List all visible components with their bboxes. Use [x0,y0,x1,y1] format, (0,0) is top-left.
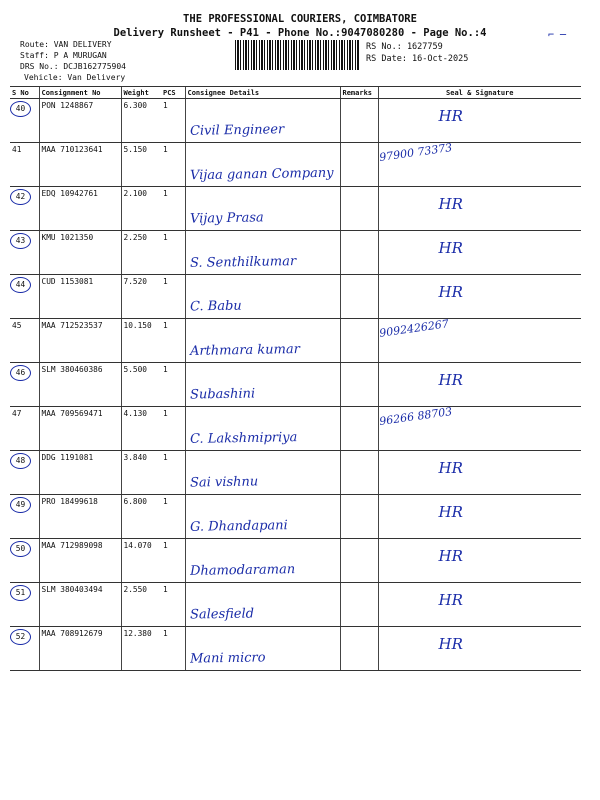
consignee-handwriting: Subashini [189,386,255,403]
consignment-number: DDG 1191081 [39,451,121,495]
sno-value: 47 [12,409,22,418]
corner-mark-icon: ⌐ ─ [548,30,567,41]
remarks-cell [340,627,378,671]
weight-value: 14.070 [121,539,161,583]
table-row [10,583,581,627]
sno-value: 42 [10,189,31,205]
col-remarks: Remarks [340,87,378,99]
consignee-handwriting: Vijaa ganan Company [189,165,334,184]
consignment-number: SLM 380460386 [39,363,121,407]
pcs-value: 1 [161,627,185,671]
weight-value: 6.800 [121,495,161,539]
weight-value: 2.550 [121,583,161,627]
signature-handwriting: HR [438,239,463,257]
consignee-cell [185,583,340,627]
consignee-cell [185,407,340,451]
table-header-row [10,87,581,99]
consignee-handwriting: Civil Engineer [189,122,284,139]
pcs-value: 1 [161,407,185,451]
pcs-value: 1 [161,275,185,319]
signature-cell [378,583,581,627]
pcs-value: 1 [161,187,185,231]
route-label: Route: VAN DELIVERY [20,40,112,49]
sno-value: 48 [10,453,31,469]
row-sno [10,187,39,231]
remarks-cell [340,187,378,231]
signature-handwriting: HR [438,591,463,609]
consignment-number: PON 1248867 [39,99,121,143]
weight-value: 3.840 [121,451,161,495]
table-row [10,539,581,583]
signature-cell [378,99,581,143]
consignee-handwriting: Sai vishnu [189,474,258,491]
table-row [10,451,581,495]
consignment-number: SLM 380403494 [39,583,121,627]
row-sno [10,539,39,583]
consignment-number: MAA 712523537 [39,319,121,363]
row-sno [10,143,39,187]
table-row [10,363,581,407]
consignee-handwriting: C. Babu [189,298,242,315]
table-row [10,143,581,187]
row-sno [10,319,39,363]
consignee-cell [185,231,340,275]
weight-value: 5.500 [121,363,161,407]
pcs-value: 1 [161,143,185,187]
weight-value: 2.250 [121,231,161,275]
consignee-handwriting: G. Dhandapani [189,518,288,535]
weight-value: 10.150 [121,319,161,363]
signature-cell [377,404,581,451]
sno-value: 49 [10,497,31,513]
consignee-handwriting: Mani micro [189,650,266,667]
consignment-number: MAA 710123641 [39,143,121,187]
row-sno [10,275,39,319]
consignee-cell [185,99,340,143]
consignment-number: EDQ 10942761 [39,187,121,231]
signature-cell [378,539,581,583]
col-consignment: Consignment No [39,87,121,99]
weight-value: 12.380 [121,627,161,671]
signature-cell [378,627,581,671]
remarks-cell [340,495,378,539]
col-pcs: PCS [161,87,185,99]
weight-value: 2.100 [121,187,161,231]
drs-number: DRS No.: DCJB162775904 [20,62,126,71]
pcs-value: 1 [161,363,185,407]
signature-cell [377,140,581,187]
remarks-cell [340,539,378,583]
pcs-value: 1 [161,539,185,583]
runsheet-subtitle: Delivery Runsheet - P41 - Phone No.:9047080280 - Page No.:4 [113,27,487,39]
consignee-handwriting: Vijay Prasa [189,210,264,227]
signature-cell [378,451,581,495]
remarks-cell [340,231,378,275]
row-sno [10,451,39,495]
weight-value: 4.130 [121,407,161,451]
sno-value: 45 [12,321,22,330]
consignee-handwriting: C. Lakshmipriya [189,430,297,447]
col-seal: Seal & Signature [378,87,581,99]
pcs-value: 1 [161,231,185,275]
company-title: THE PROFESSIONAL COURIERS, COIMBATORE [183,13,417,25]
signature-phone-note: 97900 73373 [377,140,453,165]
signature-phone-note: 9092426267 [377,317,450,340]
col-consignee: Consignee Details [185,87,340,99]
row-sno [10,99,39,143]
consignee-cell [185,143,340,187]
signature-handwriting: HR [438,283,463,301]
signature-cell [378,231,581,275]
sno-value: 46 [10,365,31,381]
remarks-cell [340,319,378,363]
staff-label: Staff: P A MURUGAN [20,51,107,60]
row-sno [10,407,39,451]
row-sno [10,363,39,407]
consignee-cell [185,627,340,671]
signature-cell [378,363,581,407]
consignee-handwriting: Salesfield [189,606,254,623]
consignment-number: KMU 1021350 [39,231,121,275]
vehicle-label: Vehicle: Van Delivery [24,73,126,82]
table-row [10,495,581,539]
signature-handwriting: HR [438,635,463,653]
sno-value: 50 [10,541,31,557]
weight-value: 5.150 [121,143,161,187]
signature-handwriting: HR [438,459,463,477]
signature-handwriting: HR [438,107,463,125]
pcs-value: 1 [161,451,185,495]
signature-phone-note: 96266 88703 [377,404,453,429]
consignee-cell [185,539,340,583]
sno-value: 51 [10,585,31,601]
signature-handwriting: HR [438,195,463,213]
consignment-number: MAA 709569471 [39,407,121,451]
consignee-handwriting: Dhamodaraman [189,562,295,579]
col-sno: S No [10,87,39,99]
consignee-handwriting: S. Senthilkumar [189,254,296,271]
table-row [10,275,581,319]
remarks-cell [340,407,378,451]
remarks-cell [340,583,378,627]
row-sno [10,495,39,539]
consignment-number: MAA 712989098 [39,539,121,583]
rs-number: RS No.: 1627759 [366,42,443,52]
pcs-value: 1 [161,583,185,627]
consignee-cell [185,319,340,363]
pcs-value: 1 [161,319,185,363]
signature-cell [378,275,581,319]
remarks-cell [340,363,378,407]
row-sno [10,627,39,671]
table-row [10,407,581,451]
table-row [10,187,581,231]
consignment-number: CUD 1153081 [39,275,121,319]
consignee-cell [185,495,340,539]
pcs-value: 1 [161,99,185,143]
consignee-handwriting: Arthmara kumar [189,342,300,359]
table-row [10,319,581,363]
signature-cell [378,319,581,363]
sno-value: 44 [10,277,31,293]
remarks-cell [340,451,378,495]
sno-value: 40 [10,101,31,117]
pcs-value: 1 [161,495,185,539]
signature-cell [378,495,581,539]
col-weight: Weight [121,87,161,99]
barcode [235,40,359,70]
table-row [10,99,581,143]
sno-value: 52 [10,629,31,645]
consignment-number: MAA 708912679 [39,627,121,671]
signature-handwriting: HR [438,371,463,389]
remarks-cell [340,275,378,319]
consignment-number: PRO 18499618 [39,495,121,539]
table-row [10,231,581,275]
weight-value: 6.300 [121,99,161,143]
row-sno [10,231,39,275]
consignee-cell [185,275,340,319]
row-sno [10,583,39,627]
table-row [10,627,581,671]
remarks-cell [340,143,378,187]
consignee-cell [185,451,340,495]
signature-handwriting: HR [438,503,463,521]
sno-value: 43 [10,233,31,249]
remarks-cell [340,99,378,143]
sno-value: 41 [12,145,22,154]
weight-value: 7.520 [121,275,161,319]
consignee-cell [185,363,340,407]
rs-date: RS Date: 16-Oct-2025 [366,54,469,64]
consignee-cell [185,187,340,231]
runsheet-table [10,86,581,671]
signature-handwriting: HR [438,547,463,565]
signature-cell [378,187,581,231]
